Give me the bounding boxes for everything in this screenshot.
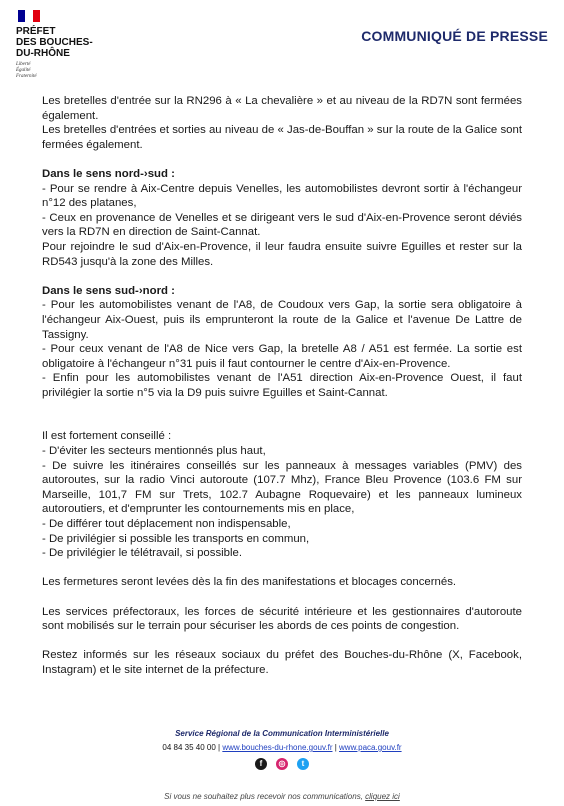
advice-item-4: - De privilégier si possible les transports en commun,	[42, 532, 310, 545]
north-south-item-2: - Ceux en provenance de Venelles et se dirigeant vers le sud d'Aix-en-Provence seront déviés vers la RD7N en direction de Saint-Cannat.	[42, 211, 522, 239]
north-south-item-1: - Pour se rendre à Aix-Centre depuis Venelles, les automobilistes devront sortir à l'échangeur n°12 des platanes,	[42, 182, 522, 210]
heading-south-north: Dans le sens sud-›nord :	[42, 284, 175, 297]
logo-line-2: DES BOUCHES-	[16, 37, 93, 48]
unsubscribe-note	[0, 792, 564, 801]
unsubscribe-link[interactable]: cliquez ici	[365, 792, 400, 801]
logo-line-3: DU-RHÔNE	[16, 48, 70, 59]
link-paca[interactable]: www.paca.gouv.fr	[339, 743, 402, 752]
paragraph-ramps-jas-de-bouffan: Les bretelles d'entrées et sorties au niveau de « Jas-de-Bouffan » sur la route de la Galice sont fermées également.	[42, 124, 522, 151]
unsubscribe-text: Si vous ne souhaitez plus recevoir nos communications,	[164, 792, 363, 801]
paragraph-services-mobilised: Les services préfectoraux, les forces de sécurité intérieure et les gestionnaires d'autoroute sont mobilisés sur le terrain pour sécuriser les abords de ces points de congestion.	[42, 605, 522, 633]
north-south-item-3: Pour rejoindre le sud d'Aix-en-Provence, il leur faudra ensuite suivre Eguilles et rester sur la RD543 jusqu'à la zone des Milles.	[42, 240, 522, 268]
south-north-item-2: - Pour ceux venant de l'A8 de Nice vers Gap, la bretelle A8 / A51 est fermée. La sortie est obligatoire à l'échangeur n°31 puis il faut contourner le centre d'Aix-en-Provence.	[42, 343, 522, 370]
prefecture-logo	[16, 10, 136, 80]
heading-north-south: Dans le sens nord-›sud :	[42, 167, 175, 180]
flag-blue	[18, 10, 25, 22]
social-links	[0, 758, 564, 770]
page-title: COMMUNIQUÉ DE PRESSE	[361, 28, 548, 44]
instagram-icon[interactable]: ◎	[276, 758, 288, 770]
flag-white	[25, 10, 32, 22]
motto-liberte: Liberté	[16, 62, 31, 67]
press-release-body	[42, 94, 522, 678]
advice-item-2: - De suivre les itinéraires conseillés sur les panneaux à messages variables (PMV) des autoroutes, sur la radio Vinci autoroute (107.7 Mhz), France Bleu Provence (103.6 FM sur Marseille, 101,7 FM sur Trets, 102.7 Aubagne Roquevaire) et les panneaux lumineux autoroutiers, et d'emprunter les contournements mis en place,	[42, 459, 522, 516]
page-header	[16, 10, 548, 90]
motto-fraternite: Fraternité	[16, 74, 37, 79]
link-bouches-du-rhone[interactable]: www.bouches-du-rhone.gouv.fr	[222, 743, 333, 752]
flag-red	[33, 10, 40, 22]
page-footer	[0, 729, 564, 770]
motto-egalite: Égalité	[16, 68, 31, 73]
paragraph-ramps-rn296: Les bretelles d'entrée sur la RN296 à « La chevalière » et au niveau de la RD7N sont fermées également.	[42, 95, 522, 122]
facebook-icon[interactable]: f	[255, 758, 267, 770]
south-north-item-3: - Enfin pour les automobilistes venant de l'A51 direction Aix-en-Provence Ouest, il faut privilégier la sortie n°5 via la D9 puis suivre Eguilles et Saint-Cannat.	[42, 372, 522, 399]
marianne-flag-icon	[18, 10, 40, 22]
phone-number: 04 84 35 40 00	[162, 743, 216, 752]
twitter-icon[interactable]: t	[297, 758, 309, 770]
advice-heading: Il est fortement conseillé :	[42, 430, 172, 443]
motto	[16, 62, 136, 80]
advice-item-5: - De privilégier le télétravail, si possible.	[42, 547, 243, 560]
south-north-item-1: - Pour les automobilistes venant de l'A8, de Coudoux vers Gap, la sortie sera obligatoire à l'échangeur Aix-Ouest, puis ils emprunteront la route de la Galice et l'avenue De Lattre de Tassigny.	[42, 299, 522, 341]
logo-line-1: PRÉFET	[16, 26, 56, 37]
advice-item-3: - De différer tout déplacement non indispensable,	[42, 518, 291, 531]
footer-contacts	[0, 743, 564, 752]
paragraph-closures-lifted: Les fermetures seront levées dès la fin des manifestations et blocages concernés.	[42, 576, 457, 589]
service-name: Service Régional de la Communication Interministérielle	[175, 729, 389, 738]
paragraph-stay-informed: Restez informés sur les réseaux sociaux du préfet des Bouches-du-Rhône (X, Facebook, Instagram) et le site internet de la préfecture.	[42, 649, 522, 676]
separator: |	[334, 743, 337, 752]
advice-item-1: - D'éviter les secteurs mentionnés plus haut,	[42, 445, 266, 458]
separator: |	[218, 743, 221, 752]
